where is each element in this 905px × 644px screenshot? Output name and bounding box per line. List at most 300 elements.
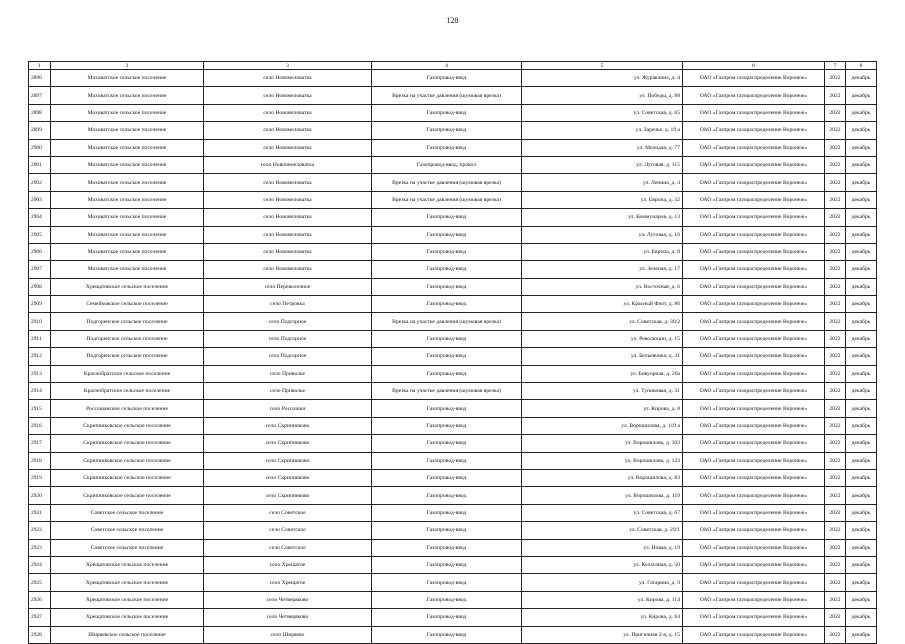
cell-settlement: Хрещатовское сельское поселение [51,278,204,295]
cell-settlement: Ширяевское сельское поселение [51,626,204,643]
cell-month: декабрь [846,156,877,173]
cell-year: 2022 [825,330,846,347]
cell-organization: ОАО «Газпром газораспределение Воронеж» [683,469,825,486]
cell-organization: ОАО «Газпром газораспределение Воронеж» [683,452,825,469]
cell-row-number: 2919 [29,469,51,486]
cell-month: декабрь [846,626,877,643]
cell-locality: село Ширяево [204,626,372,643]
cell-row-number: 2928 [29,626,51,643]
cell-organization: ОАО «Газпром газораспределение Воронеж» [683,261,825,278]
cell-settlement: Краснобратское сельское поселение [51,365,204,382]
cell-year: 2022 [825,174,846,191]
table-row [29,348,877,365]
cell-object-type: Газопровод-ввод [372,365,522,382]
cell-row-number: 2915 [29,400,51,417]
column-header: 6 [683,62,825,70]
cell-row-number: 2912 [29,348,51,365]
cell-settlement: Моховатское сельское поселение [51,174,204,191]
cell-organization: ОАО «Газпром газораспределение Воронеж» [683,522,825,539]
table-row [29,383,877,400]
cell-object-type: Газопровод-ввод [372,417,522,434]
cell-organization: ОАО «Газпром газораспределение Воронеж» [683,556,825,573]
cell-month: декабрь [846,487,877,504]
cell-settlement: Моховатское сельское поселение [51,191,204,208]
cell-locality: село Новомеловатка [204,70,372,87]
cell-organization: ОАО «Газпром газораспределение Воронеж» [683,122,825,139]
column-header: 2 [51,62,204,70]
page-number: 128 [446,16,459,25]
cell-object-type: Врезка на участке давления (шумовая врезка) [372,174,522,191]
cell-locality: село Скрипниково [204,417,372,434]
table-body [29,62,877,644]
cell-organization: ОАО «Газпром газораспределение Воронеж» [683,243,825,260]
table-row [29,365,877,382]
table-row [29,591,877,608]
cell-organization: ОАО «Газпром газораспределение Воронеж» [683,435,825,452]
cell-settlement: Моховатское сельское поселение [51,70,204,87]
cell-settlement: Подгоренское сельское поселение [51,330,204,347]
cell-locality: село Новомеловатка [204,87,372,104]
table-row [29,400,877,417]
cell-year: 2022 [825,522,846,539]
cell-row-number: 2902 [29,174,51,191]
table-row [29,70,877,87]
cell-settlement: Советское сельское поселение [51,539,204,556]
cell-object-type: Газопровод-ввод [372,122,522,139]
cell-settlement: Советское сельское поселение [51,504,204,521]
cell-month: декабрь [846,522,877,539]
cell-object-type: Газопровод-ввод [372,139,522,156]
cell-object-type: Газопровод-ввод [372,504,522,521]
cell-row-number: 2923 [29,539,51,556]
cell-row-number: 2906 [29,243,51,260]
cell-month: декабрь [846,296,877,313]
cell-settlement: Моховатское сельское поселение [51,261,204,278]
cell-settlement: Моховатское сельское поселение [51,156,204,173]
cell-object-type: Врезка на участке давления (шумовая врезка) [372,383,522,400]
cell-month: декабрь [846,417,877,434]
cell-object-type: Газопровод-ввод [372,226,522,243]
cell-year: 2022 [825,452,846,469]
cell-month: декабрь [846,87,877,104]
cell-locality: село Новомеловатка [204,243,372,260]
cell-month: декабрь [846,174,877,191]
cell-year: 2022 [825,156,846,173]
cell-year: 2022 [825,417,846,434]
cell-organization: ОАО «Газпром газораспределение Воронеж» [683,400,825,417]
cell-month: декабрь [846,313,877,330]
cell-address: ул. Европа, д. 32 [522,191,683,208]
cell-locality: село Скрипниково [204,487,372,504]
cell-row-number: 2909 [29,296,51,313]
table-row [29,417,877,434]
cell-locality: село Новомеловатка [204,191,372,208]
cell-organization: ОАО «Газпром газораспределение Воронеж» [683,417,825,434]
table-row [29,469,877,486]
table-row [29,261,877,278]
cell-year: 2022 [825,539,846,556]
cell-month: декабрь [846,574,877,591]
table-row [29,313,877,330]
cell-locality: село Скрипниково [204,452,372,469]
cell-row-number: 2927 [29,609,51,626]
cell-year: 2022 [825,504,846,521]
column-header: 7 [825,62,846,70]
cell-settlement: Моховатское сельское поселение [51,209,204,226]
cell-row-number: 2910 [29,313,51,330]
cell-organization: ОАО «Газпром газораспределение Воронеж» [683,209,825,226]
cell-locality: село Подгорное [204,330,372,347]
cell-settlement: Подгоренское сельское поселение [51,348,204,365]
table-row [29,226,877,243]
cell-address: ул. Ворошилова, д. 119 [522,487,683,504]
cell-month: декабрь [846,104,877,121]
cell-month: декабрь [846,191,877,208]
cell-object-type: Газопровод-ввод [372,435,522,452]
cell-settlement: Краснобратское сельское поселение [51,383,204,400]
cell-address: ул. Гагарина, д. 9 [522,574,683,591]
cell-object-type: Газопровод-ввод [372,400,522,417]
cell-settlement: Моховатское сельское поселение [51,122,204,139]
cell-year: 2022 [825,104,846,121]
cell-month: декабрь [846,261,877,278]
cell-object-type: Газопровод-ввод [372,209,522,226]
table-row [29,296,877,313]
cell-year: 2022 [825,556,846,573]
cell-locality: село Переволочное [204,278,372,295]
cell-row-number: 2922 [29,522,51,539]
cell-organization: ОАО «Газпром газораспределение Воронеж» [683,365,825,382]
cell-year: 2022 [825,296,846,313]
cell-settlement: Моховатское сельское поселение [51,243,204,260]
table-row [29,278,877,295]
table-row [29,435,877,452]
cell-object-type: Газопровод-ввод [372,609,522,626]
cell-year: 2022 [825,209,846,226]
cell-address: ул. Ленина, д. 4 [522,174,683,191]
cell-row-number: 2916 [29,417,51,434]
table-row [29,104,877,121]
cell-locality: село Советское [204,504,372,521]
table-row [29,556,877,573]
cell-settlement: Моховатское сельское поселение [51,87,204,104]
cell-object-type: Газопровод-ввод [372,348,522,365]
table-row [29,191,877,208]
cell-object-type: Газопровод-ввод [372,70,522,87]
column-header: 3 [204,62,372,70]
cell-month: декабрь [846,469,877,486]
cell-locality: село Новомеловатка [204,122,372,139]
cell-object-type: Газопровод-ввод [372,522,522,539]
cell-locality: село Петровка [204,296,372,313]
cell-row-number: 2920 [29,487,51,504]
cell-settlement: Хрещатовское сельское поселение [51,556,204,573]
cell-address: ул. Кирова, д. 8 [522,400,683,417]
table-row [29,330,877,347]
cell-address: ул. Советская, д. 29/1 [522,522,683,539]
cell-row-number: 2924 [29,556,51,573]
cell-year: 2022 [825,609,846,626]
cell-locality: село Новомеловатка [204,174,372,191]
table-row [29,156,877,173]
cell-settlement: Моховатское сельское поселение [51,139,204,156]
cell-settlement: Скрипниковское сельское поселение [51,452,204,469]
table-row [29,209,877,226]
cell-settlement: Хрещатовское сельское поселение [51,574,204,591]
cell-address: ул. Кирова, д. 64 [522,609,683,626]
cell-month: декабрь [846,609,877,626]
cell-year: 2022 [825,191,846,208]
cell-row-number: 2896 [29,70,51,87]
cell-row-number: 2901 [29,156,51,173]
cell-month: декабрь [846,539,877,556]
cell-object-type: Газопровод-ввод [372,626,522,643]
cell-locality: село Новочемеловатка [204,156,372,173]
table-header-row [29,62,877,70]
cell-year: 2022 [825,226,846,243]
cell-organization: ОАО «Газпром газораспределение Воронеж» [683,174,825,191]
cell-object-type: Газопровод-ввод [372,104,522,121]
cell-organization: ОАО «Газпром газораспределение Воронеж» [683,539,825,556]
table-row [29,87,877,104]
table-row [29,539,877,556]
cell-month: декабрь [846,365,877,382]
cell-year: 2022 [825,365,846,382]
cell-settlement: Советское сельское поселение [51,522,204,539]
cell-object-type: Врезка на участке давления (шумовая врезка) [372,87,522,104]
cell-row-number: 2898 [29,104,51,121]
cell-address: ул. Ворошилова, д. 83 [522,469,683,486]
cell-month: декабрь [846,209,877,226]
cell-object-type: Врезка на участке давления (шумовая врезка) [372,191,522,208]
cell-address: ул. Пригичная 2-я, д. 15 [522,626,683,643]
cell-address: ул. Тупиковая, д. 31 [522,383,683,400]
cell-object-type: Газопровод-ввод [372,243,522,260]
cell-object-type: Газопровод-ввод [372,591,522,608]
cell-month: декабрь [846,556,877,573]
table-row [29,139,877,156]
cell-locality: село Советское [204,522,372,539]
cell-object-type: Газопровод-ввод [372,469,522,486]
cell-row-number: 2917 [29,435,51,452]
cell-locality: село Новомеловатка [204,226,372,243]
cell-object-type: Газопровод-ввод [372,452,522,469]
cell-year: 2022 [825,87,846,104]
register-table [28,61,877,644]
cell-address: ул. Кирова, д. 114 [522,591,683,608]
cell-address: ул. Ворошилова, д. 103 [522,435,683,452]
cell-address: ул. Колхозная, д. 50 [522,556,683,573]
cell-object-type: Газопровод-ввод [372,556,522,573]
cell-row-number: 2911 [29,330,51,347]
cell-month: декабрь [846,591,877,608]
cell-year: 2022 [825,574,846,591]
cell-address: ул. Коммунаров, д. 13 [522,209,683,226]
cell-month: декабрь [846,243,877,260]
cell-locality: село Новомеловатка [204,261,372,278]
cell-month: декабрь [846,278,877,295]
cell-year: 2022 [825,261,846,278]
cell-organization: ОАО «Газпром газораспределение Воронеж» [683,226,825,243]
cell-locality: село Советское [204,539,372,556]
cell-month: декабрь [846,122,877,139]
cell-month: декабрь [846,400,877,417]
table-row [29,504,877,521]
cell-address: ул. Советская, д. 65 [522,104,683,121]
cell-settlement: Скрипниковское сельское поселение [51,469,204,486]
cell-address: ул. Новая, д. 19 [522,539,683,556]
column-header: 5 [522,62,683,70]
cell-object-type: Газопровод-ввод [372,278,522,295]
cell-year: 2022 [825,469,846,486]
cell-year: 2022 [825,70,846,87]
cell-month: декабрь [846,330,877,347]
cell-year: 2022 [825,626,846,643]
cell-organization: ОАО «Газпром газораспределение Воронеж» [683,609,825,626]
cell-locality: село Четверяково [204,591,372,608]
cell-organization: ОАО «Газпром газораспределение Воронеж» [683,191,825,208]
cell-settlement: Россошанское сельское поселение [51,400,204,417]
cell-object-type: Газопровод-ввод [372,539,522,556]
cell-address: ул. Ворошилова, д. 119 а [522,417,683,434]
cell-organization: ОАО «Газпром газораспределение Воронеж» [683,383,825,400]
column-header: 8 [846,62,877,70]
cell-settlement: Хрещатовское сельское поселение [51,591,204,608]
cell-address: ул. Луговая, д. 16 [522,226,683,243]
cell-locality: село Четверяково [204,609,372,626]
cell-organization: ОАО «Газпром газораспределение Воронеж» [683,139,825,156]
cell-year: 2022 [825,435,846,452]
cell-year: 2022 [825,487,846,504]
cell-row-number: 2908 [29,278,51,295]
cell-organization: ОАО «Газпром газораспределение Воронеж» [683,591,825,608]
cell-row-number: 2903 [29,191,51,208]
cell-month: декабрь [846,504,877,521]
cell-organization: ОАО «Газпром газораспределение Воронеж» [683,70,825,87]
cell-object-type: Врезка на участке давления (шумовая врезка) [372,313,522,330]
cell-row-number: 2918 [29,452,51,469]
cell-organization: ОАО «Газпром газораспределение Воронеж» [683,626,825,643]
cell-row-number: 2905 [29,226,51,243]
cell-settlement: Подгоренское сельское поселение [51,313,204,330]
cell-row-number: 2913 [29,365,51,382]
cell-address: ул. Ворошилова, д. 123 [522,452,683,469]
cell-settlement: Хрещатовское сельское поселение [51,609,204,626]
cell-year: 2022 [825,383,846,400]
table-row [29,522,877,539]
cell-address: ул. Заречье, д. 19 а [522,122,683,139]
column-header: 1 [29,62,51,70]
cell-address: ул. Бельевчика, д. 31 [522,348,683,365]
cell-year: 2022 [825,591,846,608]
cell-locality: село Хрещатое [204,574,372,591]
cell-year: 2022 [825,278,846,295]
cell-address: ул. Европа, д. 8 [522,243,683,260]
cell-month: декабрь [846,70,877,87]
cell-year: 2022 [825,348,846,365]
cell-settlement: Скрипниковское сельское поселение [51,435,204,452]
cell-object-type: Газопровод-ввод [372,261,522,278]
cell-organization: ОАО «Газпром газораспределение Воронеж» [683,348,825,365]
table-row [29,487,877,504]
cell-month: декабрь [846,226,877,243]
cell-month: декабрь [846,139,877,156]
cell-locality: село Подгорное [204,348,372,365]
cell-settlement: Скрипниковское сельское поселение [51,417,204,434]
cell-address: ул. Журавлина, д. 4 [522,70,683,87]
cell-settlement: Моховатское сельское поселение [51,104,204,121]
cell-locality: село Новомеловатка [204,209,372,226]
table-row [29,452,877,469]
cell-organization: ОАО «Газпром газораспределение Воронеж» [683,574,825,591]
cell-object-type: Газопровод-ввод, прокол [372,156,522,173]
cell-object-type: Газопровод-ввод [372,330,522,347]
cell-year: 2022 [825,313,846,330]
cell-locality: село Россошки [204,400,372,417]
cell-locality: село Новомеловатка [204,139,372,156]
cell-locality: село Приволье [204,383,372,400]
cell-organization: ОАО «Газпром газораспределение Воронеж» [683,504,825,521]
cell-row-number: 2899 [29,122,51,139]
cell-organization: ОАО «Газпром газораспределение Воронеж» [683,487,825,504]
cell-organization: ОАО «Газпром газораспределение Воронеж» [683,87,825,104]
column-header: 4 [372,62,522,70]
cell-address: ул. Луговая, д. 115 [522,156,683,173]
cell-address: ул. Советская, д. 30/2 [522,313,683,330]
table-row [29,609,877,626]
cell-locality: село Скрипниково [204,435,372,452]
cell-row-number: 2900 [29,139,51,156]
cell-row-number: 2914 [29,383,51,400]
cell-row-number: 2921 [29,504,51,521]
cell-locality: село Подгорное [204,313,372,330]
cell-row-number: 2925 [29,574,51,591]
cell-year: 2022 [825,122,846,139]
cell-month: декабрь [846,452,877,469]
cell-month: декабрь [846,348,877,365]
cell-locality: село Скрипниково [204,469,372,486]
cell-row-number: 2907 [29,261,51,278]
cell-year: 2022 [825,139,846,156]
cell-address: ул. Красный Флот, д. 86 [522,296,683,313]
cell-address: ул. Восточная, д. 6 [522,278,683,295]
cell-year: 2022 [825,243,846,260]
cell-settlement: Моховатское сельское поселение [51,226,204,243]
cell-address: ул. Молодая, д. 77 [522,139,683,156]
cell-locality: село Хрещатое [204,556,372,573]
cell-organization: ОАО «Газпром газораспределение Воронеж» [683,330,825,347]
table-row [29,122,877,139]
cell-month: декабрь [846,435,877,452]
cell-row-number: 2904 [29,209,51,226]
cell-address: ул. Победы, д. 88 [522,87,683,104]
cell-organization: ОАО «Газпром газораспределение Воронеж» [683,296,825,313]
cell-object-type: Газопровод-ввод [372,574,522,591]
table-row [29,174,877,191]
cell-locality: село Новомеловатка [204,104,372,121]
cell-address: ул. Революции, д. 15 [522,330,683,347]
cell-organization: ОАО «Газпром газораспределение Воронеж» [683,104,825,121]
cell-locality: село Приволье [204,365,372,382]
cell-settlement: Семейковское сельское поселение [51,296,204,313]
cell-organization: ОАО «Газпром газораспределение Воронеж» [683,313,825,330]
cell-month: декабрь [846,383,877,400]
table-row [29,626,877,643]
cell-address: ул. Бивуорная, д. 20а [522,365,683,382]
cell-address: ул. Зеленая, д. 17 [522,261,683,278]
cell-year: 2022 [825,400,846,417]
cell-object-type: Газопровод-ввод [372,487,522,504]
